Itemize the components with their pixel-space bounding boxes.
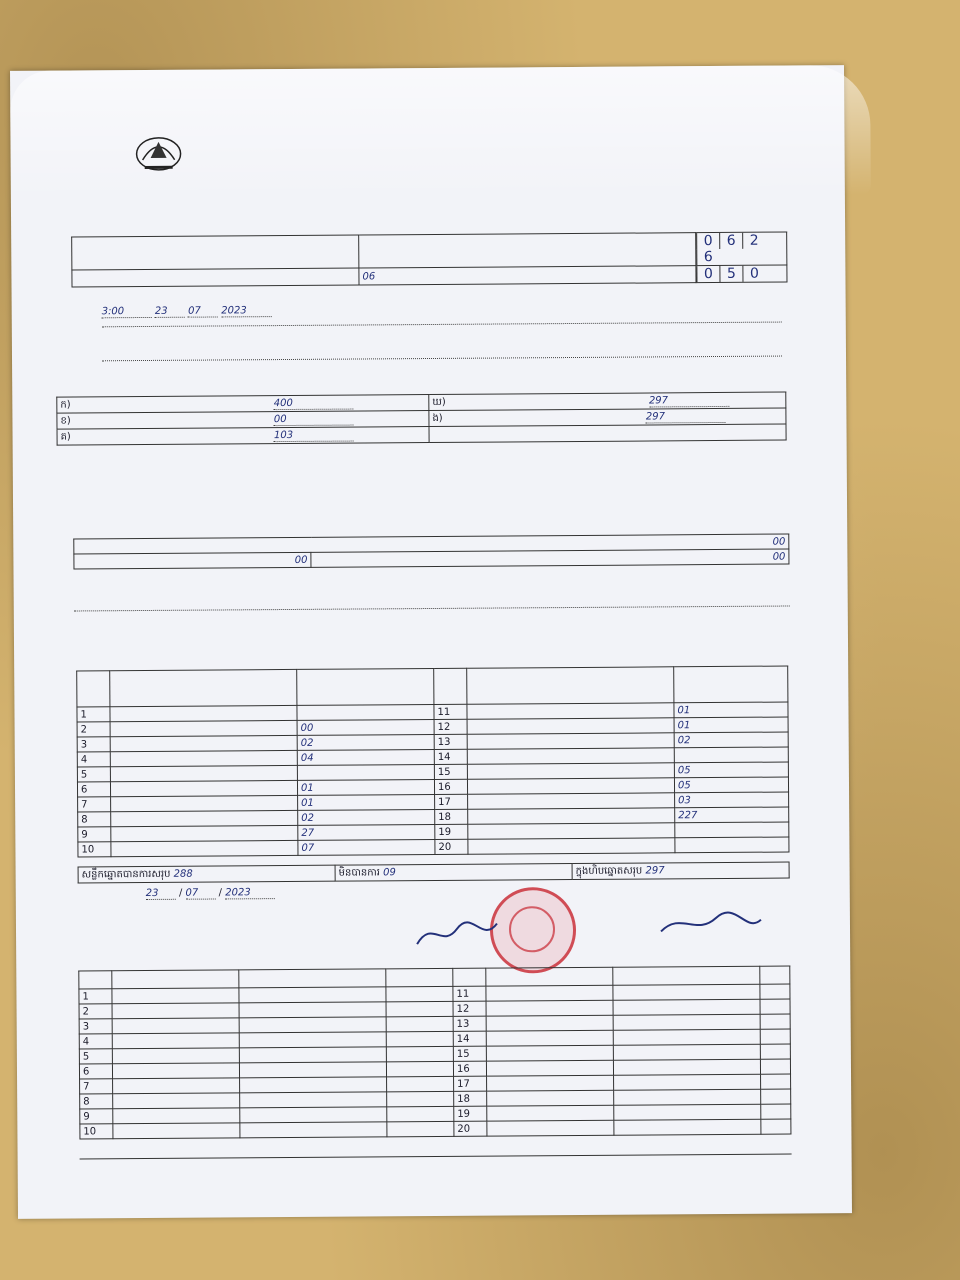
vote-count: 01 [674,702,788,718]
row-no: 2 [79,1004,112,1019]
code-digit: 2 [742,233,765,249]
witness-cell [386,1046,453,1061]
witness-cell [613,1029,760,1045]
party-name [467,763,674,779]
witness-cell [387,1076,454,1091]
location-table [71,232,787,288]
witness-cell [613,999,760,1015]
witness-cell [386,1031,453,1046]
row-no: 15 [453,1046,486,1061]
witness-cell [386,986,453,1001]
party-name [468,793,675,809]
row-no: 6 [77,782,110,797]
row-no: 11 [434,704,467,719]
vote-count: 03 [675,792,789,808]
row-no: 19 [454,1106,487,1121]
col-votes [297,668,434,705]
row-no: 19 [435,824,468,839]
value-d: 297 [649,395,729,408]
row-no: 13 [434,734,467,749]
form-title [11,195,845,201]
witness-cell [112,1033,239,1049]
witness-cell [240,1077,387,1093]
secretary-signature [656,906,766,943]
row-no: 6 [79,1064,112,1079]
code-digit: 0 [742,266,765,282]
complaints-value-1: 00 [772,536,786,548]
dotted-line [102,356,782,362]
witness-cell [239,1017,386,1033]
day-value: 23 [155,306,185,318]
row-no: 2 [77,722,110,737]
party-name [467,718,674,734]
row-no: 20 [435,839,468,854]
province-code: 06 [362,270,376,282]
witness-cell [614,1074,761,1090]
emblem-icon [128,130,188,174]
president-signature [412,914,502,955]
complaints-value-3: 00 [772,551,786,563]
witness-cell [761,1089,791,1104]
value-e: 297 [646,411,726,424]
witness-cell [113,1108,240,1124]
row-no: 3 [79,1019,112,1034]
row-no: 17 [435,794,468,809]
date-year: 2023 [225,887,275,899]
witness-cell [240,1122,387,1138]
row-no: 12 [453,1001,486,1016]
party-name [110,780,297,796]
witness-cell [487,1090,614,1106]
dotted-line [74,605,790,611]
col-votes [674,666,788,703]
ballot-count-table: ក) 400 ឃ) 297 ខ) 00 ង) 297 គ) 103 [56,392,786,446]
party-name [468,808,675,824]
code-digit: 0 [696,266,719,282]
vote-totals: សន្លឹកឆ្នោតបានការសរុប 288 មិនបានការ 09 ក្នុងហិបឆ្នោតសរុប 297 [78,862,790,884]
row-no: 17 [454,1076,487,1091]
vote-count: 01 [674,717,788,733]
vote-count: 05 [674,762,788,778]
party-name [110,720,297,736]
row-no: 5 [77,767,110,782]
witness-cell [112,988,239,1004]
party-name [110,750,297,766]
witness-cell [240,1092,387,1108]
witness-cell [760,999,790,1014]
official-stamp [490,887,577,974]
row-no: 9 [78,827,111,842]
witness-cell [386,1016,453,1031]
row-no: 12 [434,719,467,734]
vote-count: 227 [675,807,789,823]
witness-cell [761,1104,791,1119]
row-no: 7 [80,1079,113,1094]
date-month: 07 [185,888,215,900]
party-votes-table [76,666,789,858]
row-no: 20 [454,1121,487,1136]
vote-count [297,764,434,780]
witness-cell [112,1003,239,1019]
witness-table [78,965,791,1139]
time-value: 3:00 [102,306,152,318]
witness-cell [614,1119,761,1135]
witness-cell [113,1078,240,1094]
vote-count: 05 [674,777,788,793]
witness-cell [486,1015,613,1031]
witness-cell [387,1121,454,1136]
witness-cell [112,1018,239,1034]
witness-cell [613,1044,760,1060]
code-digit: 6 [719,233,742,249]
row-no: 10 [78,842,111,857]
month-value: 07 [188,305,218,317]
witness-cell [761,1074,791,1089]
party-name [111,840,298,856]
row-no: 3 [77,737,110,752]
witness-cell [614,1104,761,1120]
witness-cell [487,1120,614,1136]
location-label [72,235,359,270]
witness-cell [240,1107,387,1123]
row-no: 8 [78,812,111,827]
date-day: 23 [146,888,176,900]
province-value [359,266,696,285]
vote-count: 02 [298,809,435,825]
party-name [111,825,298,841]
witness-cell [487,1075,614,1091]
witness-cell [760,1014,790,1029]
witness-cell [239,987,386,1003]
witness-cell [486,985,613,1001]
row-no: 18 [435,809,468,824]
vote-count [674,747,788,763]
witness-cell [386,1061,453,1076]
witness-cell [113,1123,240,1139]
value-c: 103 [274,430,354,443]
footer-rule [80,1153,792,1159]
witness-cell [760,1029,790,1044]
witness-cell [761,1119,791,1134]
witness-cell [760,1059,790,1074]
witness-cell [486,1045,613,1061]
value-b: 00 [274,414,354,427]
location-value [359,233,696,268]
row-no: 4 [77,752,110,767]
witness-cell [112,1048,239,1064]
col-no [77,671,110,707]
vote-count: 01 [298,794,435,810]
witness-cell [613,1014,760,1030]
row-no: 16 [453,1061,486,1076]
row-no: 14 [434,749,467,764]
row-no: 13 [453,1016,486,1031]
witness-cell [613,1059,760,1075]
row-no: 7 [78,797,111,812]
col-party [110,669,297,706]
row-no: 18 [454,1091,487,1106]
party-name [110,705,297,721]
vote-count: 07 [298,839,435,855]
vote-count [675,822,789,838]
witness-cell [387,1091,454,1106]
vote-count [675,837,789,853]
vote-count: 04 [297,749,434,765]
witness-cell [239,1002,386,1018]
party-name [110,765,297,781]
witness-cell [113,1093,240,1109]
witness-cell [487,1105,614,1121]
witness-cell [486,1030,613,1046]
vote-count: 27 [298,824,435,840]
party-name [111,795,298,811]
party-name [111,810,298,826]
row-no: 16 [434,779,467,794]
time-line [102,302,782,319]
code-digit: 0 [696,233,719,249]
witness-cell [112,1063,239,1079]
vote-count: 01 [297,779,434,795]
col-no [434,668,467,704]
party-name [467,703,674,719]
witness-cell [614,1089,761,1105]
vote-count [297,704,434,720]
total-valid: 288 [173,868,193,880]
witness-cell [486,1000,613,1016]
party-name [110,735,297,751]
party-name [468,838,675,854]
code-digit: 6 [696,249,719,265]
witness-cell [239,1047,386,1063]
row-no: 9 [80,1109,113,1124]
row-no: 15 [434,764,467,779]
vote-count: 02 [297,734,434,750]
row-no: 1 [77,707,110,722]
total-invalid: 09 [383,867,396,879]
witness-cell [239,1032,386,1048]
dotted-line [102,322,782,328]
party-name [467,733,674,749]
row-no: 1 [79,989,112,1004]
witness-cell [613,984,760,1000]
witness-cell [486,1060,613,1076]
complaints-table [73,533,789,569]
election-result-form [10,65,852,1219]
signing-date: 23 / 07 / 2023 [146,887,276,900]
row-no: 10 [80,1124,113,1139]
witness-cell [239,1062,386,1078]
party-name [467,748,674,764]
row-no: 11 [453,986,486,1001]
witness-cell [386,1001,453,1016]
vote-count: 02 [674,732,788,748]
witness-cell [387,1106,454,1121]
party-name [468,823,675,839]
province-label [72,268,359,287]
row-no: 14 [453,1031,486,1046]
witness-cell [760,984,790,999]
year-value: 2023 [221,305,271,317]
party-name [467,778,674,794]
vote-count: 00 [297,719,434,735]
row-no: 4 [79,1034,112,1049]
col-party [467,667,674,704]
row-no: 5 [79,1049,112,1064]
witness-cell [760,1044,790,1059]
complaints-value-2: 00 [294,554,308,566]
row-no: 8 [80,1094,113,1109]
value-a: 400 [274,398,354,411]
code-digit: 5 [719,266,742,282]
total-in-box: 297 [645,865,665,877]
